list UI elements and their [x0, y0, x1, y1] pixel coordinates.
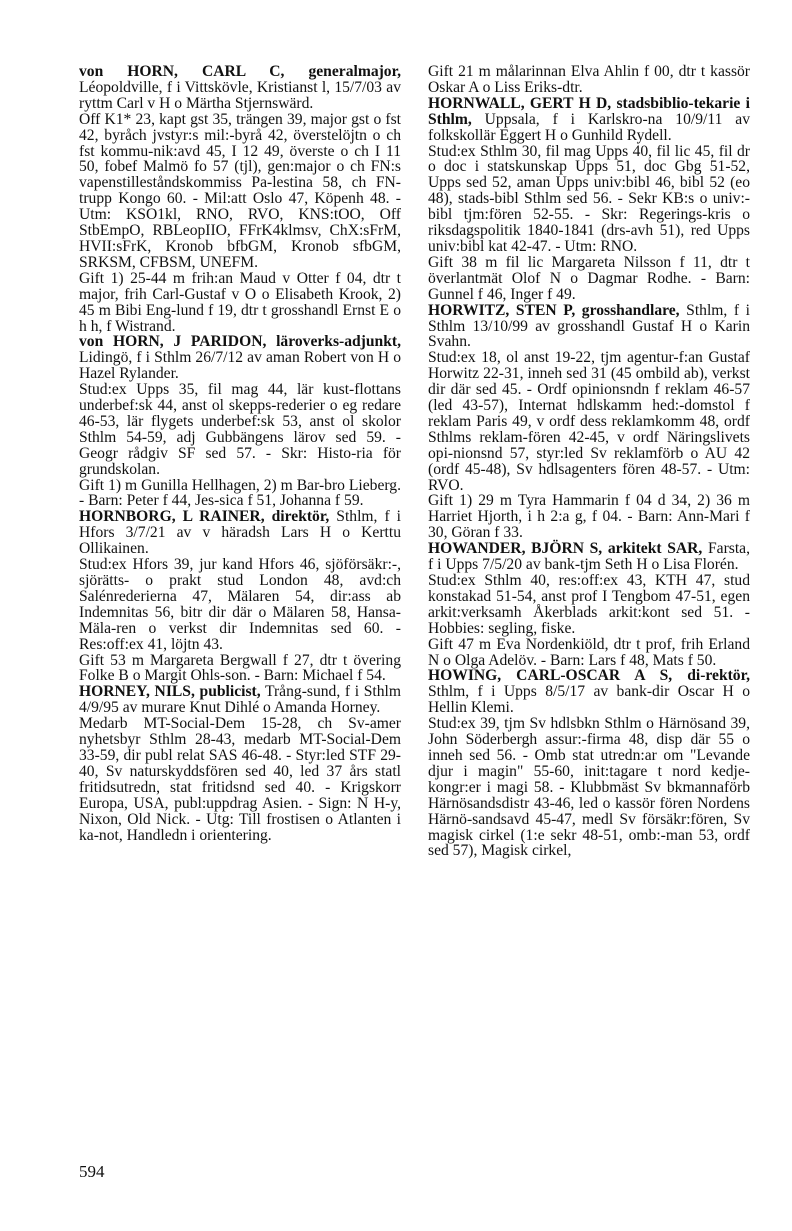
entry-paragraph: Gift 47 m Eva Nordenkiöld, dtr t prof, frih Erland N o Olga Adelöv. - Barn: Lars f 48, Mats f 50. — [428, 635, 750, 669]
entry-name: HORNBORG, L RAINER, — [79, 508, 265, 526]
entry-howing — [428, 668, 750, 859]
entry-text: Sthlm, f i Hfors 3/7/21 av v häradsh Lars H o Kerttu Ollikainen. — [79, 508, 402, 558]
right-column — [428, 64, 750, 859]
entry-name: von HORN, J PARIDON, — [79, 333, 267, 351]
entry-paragraph: Gift 1) 29 m Tyra Hammarin f 04 d 34, 2) 36 m Harriet Hjorth, i h 2:a g, f 04. - Barn: Ann-Mari f 30, Göran f 33. — [428, 492, 750, 542]
entry-paragraph: Stud:ex 39, tjm Sv hdlsbkn Sthlm o Härnösand 39, John Söderbergh assur:-firma 48, disp där 55 o inneh sed 56. - Omb stat utredn:ar om "Levande djur i magin" 55-60, init:tagare t nord kedje-kongr:er i magi 58. - Klubbmäst Sv bkmannaförb Härnösandsdistr 43-46, led o kassör fören Nordens Härnö-sandsavd 45-47, medl Sv försäkr:fören, Sv magisk cirkel (1:e sekr 48-51, omb:-man 53, ordf sed 57), Magisk cirkel, — [428, 715, 750, 860]
entry-hornborg — [79, 509, 401, 684]
entry-text: Sthlm, f i Sthlm 13/10/99 av grosshandl Gustaf H o Karin Svahn. — [428, 301, 750, 351]
entry-text: Uppsala, f i Karlskro-na 10/9/11 av folkskollär Eggert H o Gunhild Rydell. — [428, 110, 750, 144]
entry-title: arkitekt SAR, — [607, 540, 703, 558]
entry-paragraph: Stud:ex Sthlm 40, res:off:ex 43, KTH 47, stud konstakad 51-54, anst prof I Tengbom 47-51, egen arkit:verksamh Åkerblads arkit:kont sed 51. - Hobbies: segling, fiske. — [428, 572, 750, 637]
entry-text: Lidingö, f i Sthlm 26/7/12 av aman Robert von H o Hazel Rylander. — [79, 349, 401, 383]
entry-first-paragraph — [428, 541, 750, 573]
entry-name: HORWITZ, STEN P, — [428, 301, 576, 319]
entry-text: Léopoldville, f i Vittskövle, Kristianst l, 15/7/03 av ryttm Carl v H o Märtha Stjernswärd. — [79, 78, 401, 112]
entry-first-paragraph — [79, 334, 401, 382]
entry-paragraph: Gift 21 m målarinnan Elva Ahlin f 00, dtr t kassör Oskar A o Liss Eriks-dtr. — [428, 63, 750, 96]
entry-text: Sthlm, f i Upps 8/5/17 av bank-dir Oscar H o Hellin Klemi. — [428, 683, 750, 717]
entry-horn-carl — [79, 64, 401, 334]
entry-title: publicist, — [199, 683, 261, 701]
entry-paragraph: Medarb MT-Social-Dem 15-28, ch Sv-amer nyhetsbyr Sthlm 28-43, medarb MT-Social-Dem 33-59, dir publ relat SAS 46-48. - Styr:led STF 29-40, Sv naturskyddsfören sed 40, led 37 års statl fritidsutredn, stat fritidsnd sed 40. - Krigskorr Europa, USA, publ:uppdrag Asien. - Sign: N H-y, Nixon, Old Nick. - Utg: Till frostisen o Atlanten i ka-not, Handledn i orientering. — [79, 715, 401, 844]
entry-first-paragraph — [428, 668, 750, 716]
entry-horwitz — [428, 303, 750, 542]
entry-name: HORNEY, NILS, — [79, 683, 195, 701]
entry-horney — [79, 684, 401, 843]
entry-title: läroverks-adjunkt, — [276, 333, 401, 351]
entry-paragraph: Gift 1) m Gunilla Hellhagen, 2) m Bar-bro Lieberg. - Barn: Peter f 44, Jes-sica f 51, Johanna f 59. — [79, 476, 401, 510]
entry-name: von HORN, CARL C, — [79, 63, 285, 80]
entry-paragraph: Stud:ex 18, ol anst 19-22, tjm agentur-f:an Gustaf Horwitz 22-31, inneh sed 31 (45 ombild ab), verkst dir där sed 45. - Ordf opinionsndn f reklam 46-57 (led 43-57), Internat hdlskamm hed:-domstol f reklam Paris 49, v ordf dess reklamkomm 48, ordf Sthlms reklam-fören 42-45, v ordf Näringslivets opi-nionsnd 57, styr:led Sv reklamförb o AU 42 (ordf 45-48), Sv hdlsagenters fören 48-57. - Utm: RVO. — [428, 349, 750, 494]
entry-first-paragraph — [79, 684, 401, 716]
entry-paragraph: Stud:ex Sthlm 30, fil mag Upps 40, fil lic 45, fil dr o doc i statskunskap Upps 51, doc Gbg 51-52, Upps sed 52, aman Upps univ:bibl 46, bibl 52 (eo 48), stads-bibl Sthlm sed 56. - Sekr KB:s o univ:-bibl tjm:fören 52-55. - Skr: Regerings-kris o riksdagspolitik 1840-1841 (drs-avh 51), red Upps univ:bibl kat 42-47. - Utm: RNO. — [428, 142, 750, 255]
entry-paragraph: Gift 38 m fil lic Margareta Nilsson f 11, dtr t överlantmät Olof N o Dagmar Rodhe. - Barn: Gunnel f 46, Inger f 49. — [428, 253, 750, 303]
entry-title: stadsbiblio-tekarie i Sthlm, — [428, 94, 750, 128]
entry-title: grosshandlare, — [581, 301, 680, 319]
entry-first-paragraph — [79, 64, 401, 112]
entry-text: Farsta, f i Upps 7/5/20 av bank-tjm Seth H o Lisa Florén. — [428, 540, 750, 574]
entry-first-paragraph — [428, 96, 750, 144]
entry-name: HOWANDER, BJÖRN S, — [428, 540, 603, 558]
entry-name: HORNWALL, GERT H D, — [428, 94, 612, 112]
entry-text: Trång-sund, f i Sthlm 4/9/95 av murare Knut Dihlé o Amanda Horney. — [79, 683, 401, 717]
entry-howander — [428, 541, 750, 668]
entry-first-paragraph — [79, 509, 401, 557]
entry-name: HOWING, CARL-OSCAR A S, — [428, 667, 673, 685]
entry-first-paragraph — [428, 303, 750, 351]
entry-paragraph: Stud:ex Hfors 39, jur kand Hfors 46, sjöförsäkr:-, sjörätts- o prakt stud London 48, avd:ch Salénrederierna 47, Mälaren 54, dir:ass ab Indemnitas 56, bitr dir där o Mälaren 58, Hansa-Mäla-ren o verkst dir Indemnitas sed 60. - Res:off:ex 41, löjtn 43. — [79, 556, 401, 653]
entry-title: generalmajor, — [308, 63, 401, 80]
left-column — [79, 64, 401, 843]
entry-paragraph: Stud:ex Upps 35, fil mag 44, lär kust-flottans underbef:sk 44, anst ol skepps-rederier o eg redare 46-53, lär flygets underbef:sk 53, anst ol skolor Sthlm 54-59, adj Gubbängens lärov sed 59. - Geogr rådgiv SF sed 57. - Skr: Histo-ria för grundskolan. — [79, 381, 401, 478]
entry-title: direktör, — [271, 508, 330, 526]
entry-paragraph: Gift 53 m Margareta Bergwall f 27, dtr t övering Folke B o Margit Ohls-son. - Barn: Michael f 54. — [79, 651, 401, 685]
page-number: 594 — [79, 1162, 105, 1181]
entry-paragraph: Off K1* 23, kapt gst 35, trängen 39, major gst o fst 42, byråch jvstyr:s mil:-byrå 42, överstelöjtn o ch fst kommu-nik:avd 45, I 12 49, överste o ch I 11 50, fobef Malmö fo 57 (tjl), gen:major o ch FN:s vapenstilleståndskommiss Pa-lestina 58, ch FN-trupp Kongo 60. - Mil:att Oslo 47, Köpenh 48. - Utm: KSO1kl, RNO, RVO, KNS:tOO, Off StbEmpO, RBLeopIIO, FFrK4klmsv, ChX:sFrM, HVII:sFrK, Kronob bfbGM, Kronob sfbGM, SRKSM, CFBSM, UNEFM. — [79, 110, 401, 271]
entry-horney-continued — [428, 64, 750, 96]
entry-hornwall — [428, 96, 750, 303]
entry-paragraph: Gift 1) 25-44 m frih:an Maud v Otter f 04, dtr t major, frih Carl-Gustaf v O o Elisabeth Krook, 2) 45 m Bibi Eng-lund f 19, dtr t grosshandl Ernst E o h h, f Wistrand. — [79, 269, 401, 335]
entry-horn-paridon — [79, 334, 401, 509]
entry-title: di-rektör, — [687, 667, 750, 685]
